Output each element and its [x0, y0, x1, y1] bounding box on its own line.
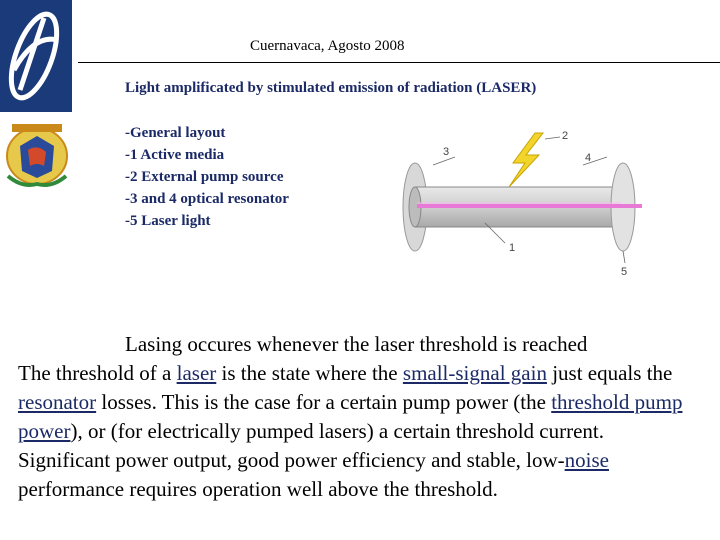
body-text-segment: performance requires operation well above the threshold.: [18, 477, 498, 501]
laser-link[interactable]: laser: [176, 361, 217, 385]
noise-link[interactable]: noise: [564, 448, 609, 472]
list-item: -General layout: [125, 125, 226, 141]
header-divider: [78, 62, 720, 63]
list-item: -5 Laser light: [125, 213, 211, 229]
label-4: 4: [585, 152, 592, 164]
small-signal-gain-link[interactable]: small-signal gain: [402, 361, 547, 385]
label-5: 5: [621, 266, 628, 278]
body-text-segment: is the state where the: [216, 361, 403, 385]
location-date: Cuernavaca, Agosto 2008: [250, 38, 405, 54]
list-item: -2 External pump source: [125, 169, 284, 185]
body-text-segment: ), or (for electrically pumped lasers) a certain threshold current. Significant power output, good power efficiency and stable, low-: [18, 419, 604, 472]
body-text-segment: The threshold of a: [18, 361, 177, 385]
institution-logo: [0, 0, 72, 112]
logo-emblem-icon: [0, 0, 72, 112]
university-seal: [2, 116, 72, 188]
threshold-pump-power-link[interactable]: threshold pump power: [18, 390, 683, 443]
resonator-link[interactable]: resonator: [18, 390, 97, 414]
laser-diagram: [385, 125, 655, 280]
list-item: -3 and 4 optical resonator: [125, 191, 289, 207]
label-1: 1: [509, 242, 516, 254]
pump-lightning-icon: [509, 133, 543, 187]
body-text-segment: just equals the: [546, 361, 673, 385]
slide-title: Light amplificated by stimulated emission of radiation (LASER): [125, 80, 537, 96]
body-text-segment: losses. This is the case for a certain pump power (the: [96, 390, 552, 414]
seal-icon: [2, 116, 72, 188]
lasing-sentence: Lasing occures whenever the laser threshold is reached: [125, 332, 588, 356]
laser-parts-list: [125, 122, 289, 232]
body-paragraph: [18, 330, 698, 504]
label-2: 2: [562, 130, 569, 142]
list-item: -1 Active media: [125, 147, 225, 163]
label-3: 3: [443, 146, 450, 158]
